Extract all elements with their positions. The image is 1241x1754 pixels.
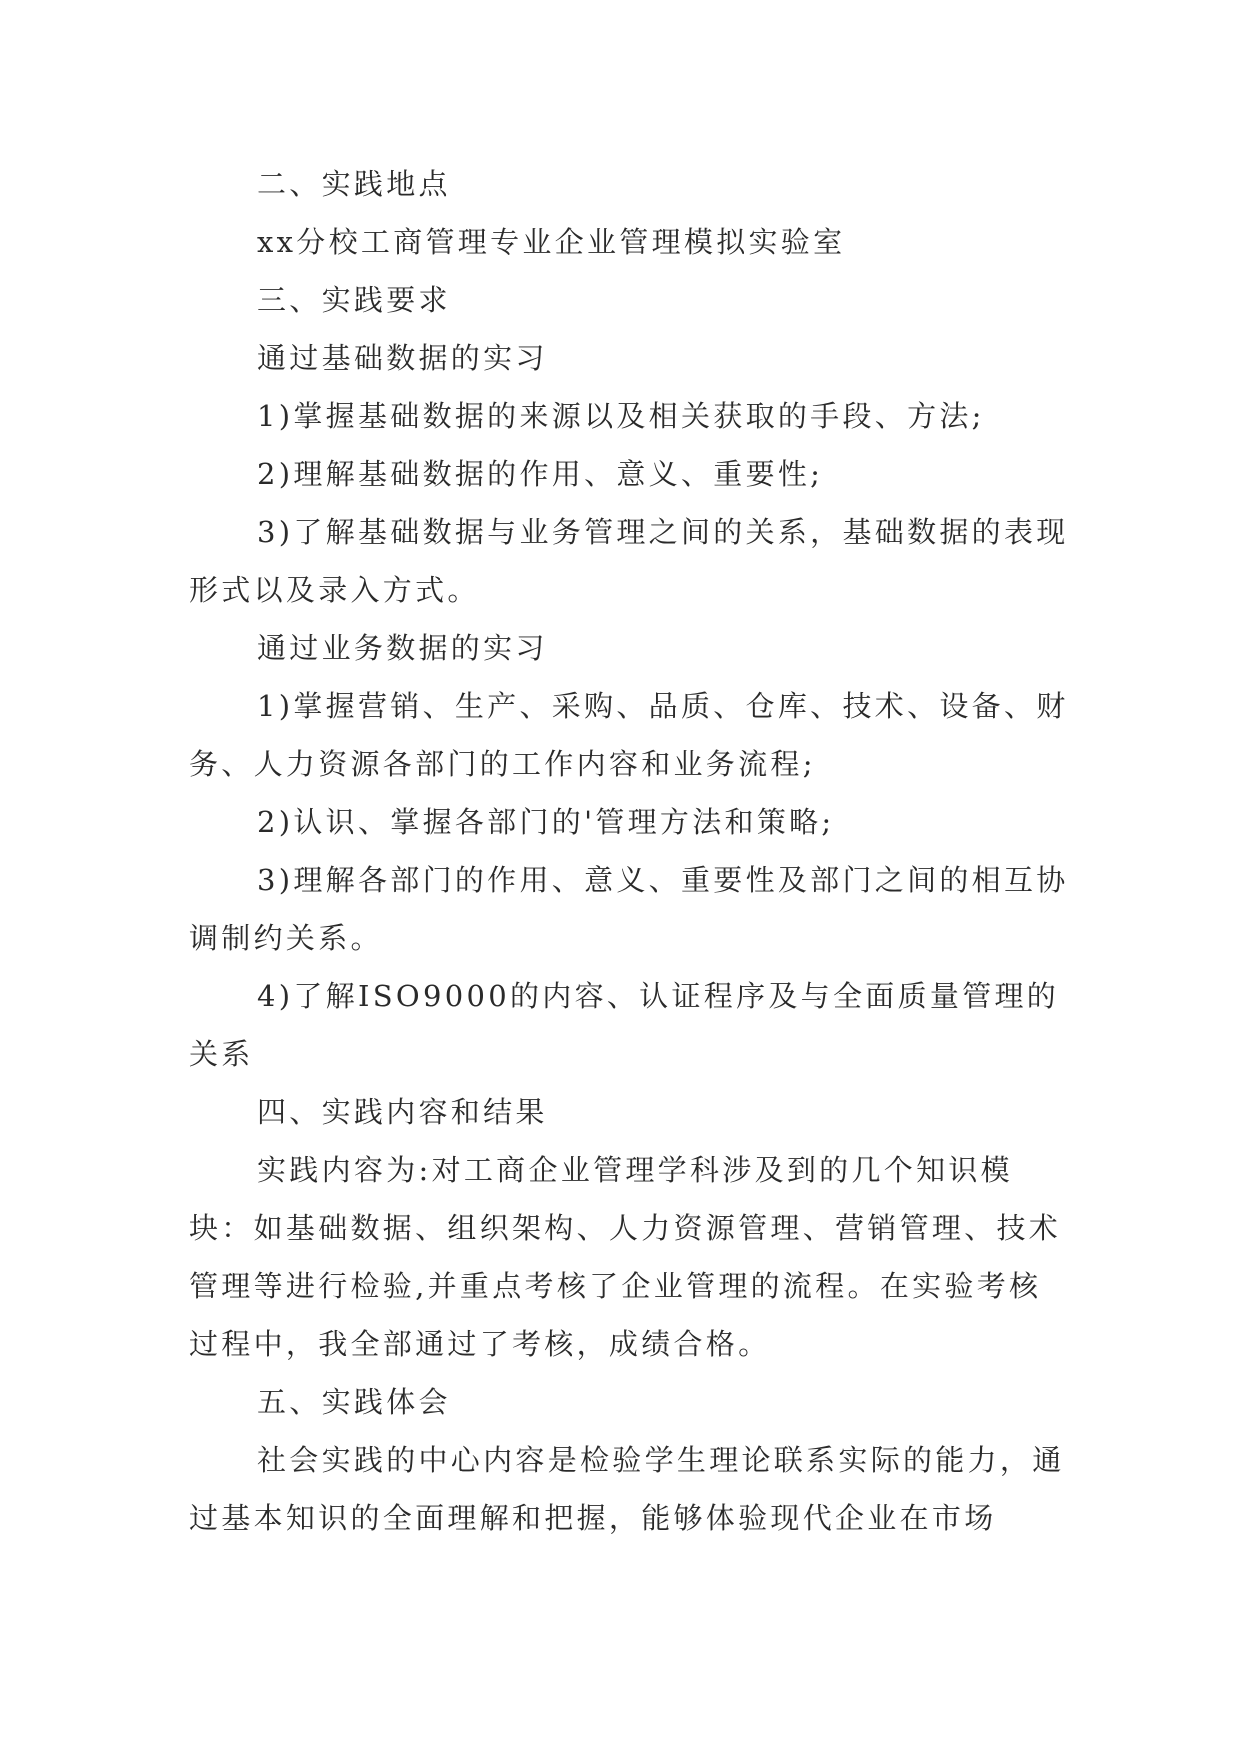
document-body [189,155,1069,1547]
content-results-text: 实践内容为:对工商企业管理学科涉及到的几个知识模块：如基础数据、组织架构、人力资源管理、营销管理、技术管理等进行检验,并重点考核了企业管理的流程。在实验考核过程中，我全部通过了考核，成绩合格。 [189,1153,1062,1361]
section-heading-location: 二、实践地点 [257,167,451,201]
basic-data-item-3: 3)了解基础数据与业务管理之间的关系，基础数据的表现形式以及录入方式。 [189,515,1069,607]
section-heading-requirements: 三、实践要求 [257,283,451,317]
basic-data-item-2: 2)理解基础数据的作用、意义、重要性; [257,457,824,491]
business-data-item-1: 1)掌握营销、生产、采购、品质、仓库、技术、设备、财务、人力资源各部门的工作内容和业务流程; [189,689,1069,781]
reflections-text: 社会实践的中心内容是检验学生理论联系实际的能力，通过基本知识的全面理解和把握，能够体验现代企业在市场 [189,1443,1065,1535]
basic-data-item-1: 1)掌握基础数据的来源以及相关获取的手段、方法; [257,399,985,433]
location-text: xx分校工商管理专业企业管理模拟实验室 [257,225,846,259]
basic-data-intro: 通过基础数据的实习 [257,341,548,375]
section-heading-reflections: 五、实践体会 [257,1385,451,1419]
business-data-item-3: 3)理解各部门的作用、意义、重要性及部门之间的相互协调制约关系。 [189,863,1069,955]
business-data-item-4: 4)了解ISO9000的内容、认证程序及与全面质量管理的关系 [189,979,1060,1071]
section-heading-content-results: 四、实践内容和结果 [257,1095,548,1129]
business-data-intro: 通过业务数据的实习 [257,631,548,665]
business-data-item-2: 2)认识、掌握各部门的'管理方法和策略; [257,805,835,839]
